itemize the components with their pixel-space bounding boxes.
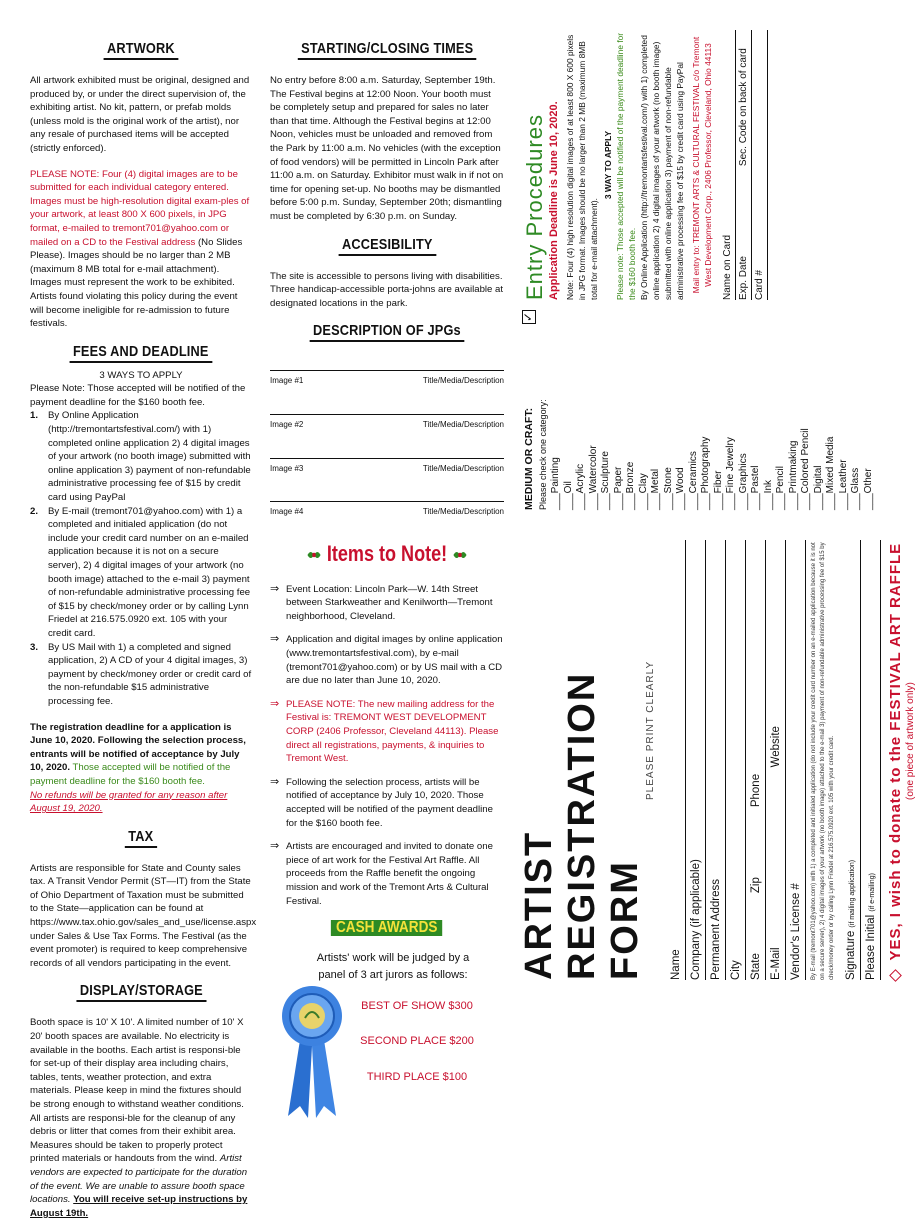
display-setup-note: You will receive set-up instructions by August 19th. (30, 1194, 248, 1219)
registration-form-panel (510, 20, 916, 1020)
note-item (270, 776, 504, 830)
media-label: Paper (612, 466, 624, 494)
medium-heading: MEDIUM OR CRAFT: (523, 407, 535, 510)
award-second: SECOND PLACE $200 (360, 1035, 474, 1048)
media-option[interactable] (700, 310, 713, 510)
media-option[interactable] (588, 310, 601, 510)
note-text: Following the selection process, artists will be notified of acceptance by July 10, 2020. Those accepted will be notified of the payment deadline for the $160 booth fee. (286, 776, 493, 829)
holly-icon (452, 545, 468, 565)
card-exp-field[interactable] (736, 30, 752, 300)
artwork-heading: ARTWORK (104, 40, 179, 60)
media-label: Mixed Media (825, 436, 836, 494)
note-text: PLEASE NOTE: The new mailing address for the Festival is: TREMONT WEST DEVELOPMENT CORP (2406 Professor, Cleveland 44113). Please direct all registrations, payments, & inquiries to Tremont West. (286, 698, 499, 765)
card-number-field[interactable] (752, 30, 768, 300)
media-option[interactable] (738, 310, 751, 510)
field-label: Name on Card (722, 234, 733, 300)
media-label: Photography (700, 436, 711, 494)
artwork-paragraph: All artwork exhibited must be original, designed and produced by, or under the direct supervision of, the exhibiting artist. No kit, pattern, or prefab molds (unless mold is the original work of the artist), nor any resale of purchased items will be accepted (strictly enforced). (30, 75, 250, 154)
award-first: BEST OF SHOW $300 (361, 999, 473, 1012)
media-option[interactable] (775, 310, 788, 510)
method-text: By Online Application (http://tremontartsfestival.com/) with 1) completed online application 2) 4 digital images of your artwork (no booth image) submitted with online application 3) payment of non-refundable administrative processing fee of $15 by credit card using PayPal (48, 410, 251, 504)
media-option[interactable] (788, 310, 801, 510)
jpg-label: Image #3 (270, 463, 304, 473)
media-label: Fine Jewelry (725, 437, 736, 494)
method-number: 2. (30, 505, 39, 517)
media-blank[interactable]: ___ (750, 493, 761, 510)
field-label: Website (770, 726, 782, 768)
field-label: Company (if applicable) (690, 859, 702, 980)
entry-deadline: Application Deadline is June 10, 2020. (548, 101, 560, 300)
media-blank[interactable]: ___ (600, 493, 611, 510)
apply-method (30, 409, 252, 504)
media-option[interactable] (838, 310, 851, 510)
arrow-icon: ⇒ (270, 633, 280, 646)
starting-paragraph: No entry before 8:00 a.m. Saturday, September 19th. The Festival begins at 12:00 Noon. Your booth must be completely setup and prepared for sales no later than that time. Although the Festival begins at 12:00 Noon, vehicles must be unloaded and removed from the Park by 11:00 a.m. No vehicles (with the exception of food vendors) will be permitted in Lincoln Park after 11:00 a.m. on Saturday. Exhibitor must walk in if not on time for opening set-up. No booths may be dismantled before 5:00 p.m. Sunday, September 20th; dismantling must be completed by 6:30 p.m. on Sunday. (270, 75, 504, 222)
field-note: (if e-mailing) (869, 873, 876, 912)
display-text: Booth space is 10' X 10'. A limited number of 10' X 20' booth spaces are available. No electricity is available in the booths. Each artist is responsi-ble for set-up of their display area including chairs, tables, tents, weather protection, and extra materials. Please keep in mind the fixtures should be strong enough to withstand weather conditions. All artists are responsi-ble for the cleanup of any debris or litter that comes from their exhibit area. Measures should be taken to properly protect printed materials or handouts from the wind. (30, 1017, 244, 1165)
media-blank[interactable]: ___ (662, 493, 674, 510)
medium-sub: Please check one category: (538, 399, 548, 510)
fees-heading: FEES AND DEADLINE (70, 343, 212, 363)
media-blank[interactable]: ___ (775, 493, 786, 510)
access-heading: ACCESIBILITY (338, 236, 435, 256)
field-label: E-Mail (770, 947, 782, 980)
media-label: Leather (837, 459, 849, 494)
note-item (270, 698, 504, 766)
check-icon: ✓ (521, 311, 535, 323)
display-italic: Artist vendors are expected to participate for the duration of the event. We are unable to assure booth space locations. (30, 1153, 248, 1206)
card-fields (720, 30, 768, 300)
note-text: Artists are encouraged and invited to donate one piece of art work for the Festival Art Raffle. All proceeds from the Raffle benefit the ongoing mission and work of the Tremont Arts & Cultural Festival. (286, 841, 493, 907)
media-list (550, 310, 875, 510)
media-blank[interactable]: ___ (575, 493, 586, 510)
media-blank[interactable]: ___ (837, 493, 849, 510)
arrow-icon: ⇒ (270, 775, 280, 788)
field-label: Phone (750, 773, 762, 808)
arrow-icon: ⇒ (270, 582, 280, 595)
media-label: Oil (562, 481, 574, 494)
form-title: ARTIST REGISTRATION FORM (518, 671, 646, 980)
medium-section (522, 310, 875, 510)
media-blank[interactable]: ___ (737, 493, 749, 510)
cash-awards-heading: CASH AWARDS (331, 920, 443, 936)
jpg-row (270, 370, 504, 388)
media-blank[interactable]: ___ (637, 493, 649, 510)
jpg-row (270, 458, 504, 476)
media-option[interactable] (750, 310, 763, 510)
jpg-label: Image #4 (270, 507, 304, 517)
media-label: Stone (662, 467, 674, 494)
note-item (270, 633, 504, 687)
note-item (270, 583, 504, 624)
raffle-option[interactable] (887, 540, 905, 980)
tax-paragraph: Artists are responsible for State and County sales tax. A Transit Vendor Permit (ST—IT) from the State of Ohio Department of Taxation must be submitted to the State—application can be found at https://www.tax.ohio.gov/sales_and_use/license.aspx under Sales & Use Tax Forms. The Festival (as the event promoter) is required to keep comprehensive records of all vendors participating in the event. (30, 862, 257, 969)
deadline-main: The registration deadline for a application is June 10, 2020. Following the selection process, entrants will be notified of acceptance by July 10, 2020. (30, 721, 246, 774)
field-label: Zip (750, 877, 762, 894)
cash-intro: Artists' work will be judged by a panel of 3 art jurors as follows: (316, 951, 470, 981)
arrow-icon: ⇒ (270, 840, 280, 853)
field-label: Vendor's License # (790, 883, 802, 980)
raffle-checkbox[interactable] (889, 969, 902, 982)
media-label: Painting (550, 457, 561, 494)
entry-mail-to: Mail entry to: TREMONT ARTS & CULTURAL FESTIVAL c/o Tremont West Development Corp., 2406 Professor, Cleveland, Ohio 44113 (691, 36, 713, 294)
media-option[interactable] (625, 310, 638, 510)
media-option[interactable] (675, 310, 688, 510)
media-blank[interactable]: ___ (562, 493, 574, 510)
media-blank[interactable]: ___ (862, 493, 874, 510)
jpg-desc: Title/Media/Description (422, 419, 504, 429)
arrow-icon: ⇒ (270, 697, 280, 710)
media-option[interactable] (813, 310, 826, 510)
media-blank[interactable]: ___ (800, 493, 811, 510)
artwork-note (30, 168, 252, 331)
field-label: Signature (845, 930, 857, 980)
refund-policy: No refunds will be granted for any reason after August 19, 2020. (30, 789, 228, 815)
media-blank[interactable]: ___ (762, 493, 774, 510)
note-text: Event Location: Lincoln Park—W. 14th Street between Starkweather and Kenilworth—Tremont neighborhood, Cleveland. (286, 583, 493, 622)
media-blank[interactable]: ___ (550, 493, 561, 510)
media-option[interactable] (650, 310, 663, 510)
media-label: Ceramics (687, 451, 699, 494)
media-label: Sculpture (600, 451, 611, 494)
media-option[interactable] (825, 310, 838, 510)
name-field[interactable] (666, 540, 686, 980)
media-label: Colored Pencil (800, 428, 811, 494)
left-column (30, 40, 257, 1220)
jpg-desc: Title/Media/Description (422, 507, 504, 517)
field-label: Sec. Code on back of card (738, 48, 749, 167)
email-website-field[interactable] (766, 540, 786, 980)
method-text: By US Mail with 1) a completed and signed application, 2) A CD of your 4 digital images, 3) payment by check/money order or credit card of the non-refundable $15 administrative processing fee. (48, 641, 252, 707)
card-name-field[interactable] (720, 30, 736, 300)
media-label: Metal (650, 468, 661, 494)
media-blank[interactable]: ___ (625, 493, 636, 510)
media-blank[interactable]: ___ (812, 493, 824, 510)
media-label: Digital (812, 465, 824, 494)
items-note-heading (291, 540, 483, 566)
initial-field[interactable] (861, 540, 881, 980)
media-label: Wood (675, 467, 686, 494)
media-label: Fiber (712, 470, 724, 494)
media-blank[interactable]: ___ (612, 493, 624, 510)
starting-heading: STARTING/CLOSING TIMES (298, 40, 477, 60)
field-note: (if mailing application) (849, 859, 856, 928)
jpg-label: Image #1 (270, 376, 304, 386)
media-label: Pastel (750, 465, 761, 494)
award-third: THIRD PLACE $100 (366, 1070, 468, 1083)
media-blank[interactable]: ___ (587, 493, 599, 510)
media-option[interactable] (713, 310, 726, 510)
items-note-text: Items to Note! (326, 540, 448, 566)
entry-ways: 3 WAY TO APPLY (603, 130, 613, 200)
media-label: Acrylic (575, 463, 586, 494)
fees-intro: Please Note: Those accepted will be notified of the payment deadline for the $160 booth fee. (30, 383, 246, 408)
media-option[interactable] (863, 310, 876, 510)
field-label: State (750, 953, 762, 980)
media-option[interactable] (563, 310, 576, 510)
media-label: Watercolor (587, 445, 599, 494)
media-option[interactable] (575, 310, 588, 510)
media-blank[interactable]: ___ (725, 493, 736, 510)
display-heading: DISPLAY/STORAGE (76, 982, 206, 1002)
entry-title: Entry Procedures (522, 114, 547, 300)
tax-heading: TAX (125, 828, 157, 848)
method-text: By E-mail (tremont701@yahoo.com) with 1) a completed and initialed application (do not include your credit card number on an e-mailed application because it is not on a secure server), 2) 4 digital images of your artwork (no booth image) attached to the e-mail 3) payment of non-refundable administrative processing fee of $15 by check/money order or by calling Lynn Friedel at 216.575.0920 ext. 105 with your credit card. (48, 505, 251, 639)
ways-to-apply: 3 WAYS TO APPLY (99, 369, 183, 381)
media-option[interactable] (638, 310, 651, 510)
entry-payment-note: Please note: Those accepted will be notified of the payment deadline for the $160 booth fee. (615, 32, 637, 300)
jpg-row (270, 501, 504, 519)
media-option[interactable] (663, 310, 676, 510)
field-label: Exp. Date (738, 256, 749, 300)
media-option[interactable] (688, 310, 701, 510)
entry-procedures (522, 30, 768, 300)
signature-field[interactable] (841, 540, 861, 980)
field-label: Please Initial (865, 914, 877, 980)
media-label: Pencil (775, 466, 786, 494)
company-field[interactable] (686, 540, 706, 980)
field-label: City (730, 960, 742, 980)
raffle-sub: (one piece of artwork only) (905, 682, 916, 800)
media-option[interactable] (550, 310, 563, 510)
media-label: Other (862, 468, 874, 494)
jpg-desc: Title/Media/Description (422, 463, 504, 473)
address-field[interactable] (706, 540, 726, 980)
media-option[interactable] (613, 310, 626, 510)
form-subtitle: PLEASE PRINT CLEARLY (645, 660, 656, 800)
media-label: Bronze (625, 461, 636, 494)
media-option[interactable] (763, 310, 776, 510)
holly-icon (305, 545, 321, 565)
deadline-paragraph (30, 721, 252, 789)
media-label: Ink (762, 479, 774, 494)
vendor-license-field[interactable] (786, 540, 806, 980)
apply-method (30, 641, 252, 709)
state-zip-phone-field[interactable] (746, 540, 766, 980)
jpgs-heading: DESCRIPTION OF JPGs (310, 322, 465, 342)
media-blank[interactable]: ___ (850, 493, 861, 510)
deadline-notify: Those accepted will be notified of the payment deadline for the $160 booth fee. (30, 762, 231, 787)
artwork-note-red: PLEASE NOTE: Four (4) digital images are to be submitted for each individual category entered. Images must be high-resolution digital exam-ples of your artwork, at least 800 X 600 pixels, in JPG format, e-mailed to tremont701@yahoo.com or mailed on a CD to the Festival address (30, 168, 250, 248)
apply-methods-list (30, 409, 252, 708)
access-paragraph: The site is accessible to persons living with disabilities. Three handicap-accessible porta-johns are available at designated locations in the park. (270, 270, 504, 309)
entry-method-1: By Online Application (http://tremontartsfestival.com/) with 1) completed online application 2) 4 digital images of your artwork (no booth image) submitted with online application 3) payment of non-refundable administrative processing fee of $15 by credit card using PayPal (639, 35, 685, 300)
raffle-label: YES, I wish to donate to the FESTIVAL ART RAFFLE (887, 542, 904, 961)
ribbon-icon (272, 980, 352, 1120)
entry-text: Note: Four (4) high resolution digital images of at least 800 X 600 pixels in JPG format. Images should be no larger than 2 MB (maximum 8MB total for e-mail attachment). (565, 34, 599, 300)
media-label: Clay (637, 473, 649, 494)
media-label: Printmaking (787, 440, 799, 494)
jpg-desc: Title/Media/Description (422, 376, 504, 386)
field-label: Card # (754, 269, 765, 300)
media-option[interactable] (725, 310, 738, 510)
method-number: 1. (30, 410, 39, 422)
city-field[interactable] (726, 540, 746, 980)
form-fine-print: By E-mail (tremont701@yahoo.com) with 1) a completed and initialed application (do not include your credit card number on an e-mailed application because it is not on a secure server), 2) 4 digital images of your artwork (no booth image) attached to the e-mail 3) payment of non-refundable administrative processing fee of $15 by check/money order or by calling Lynn Friedel at 216.575.0920 ext. 105 with your credit card. (811, 542, 835, 980)
media-label: Glass (850, 467, 861, 494)
note-text: Application and digital images by online application (www.tremontartsfestival.com), by e-mail (tremont701@yahoo.com) or by US mail with a CD are due no later than June 10, 2020. (286, 634, 503, 687)
media-label: Graphics (737, 453, 749, 494)
field-label: Permanent Address (710, 878, 722, 980)
method-number: 3. (30, 641, 39, 653)
media-blank[interactable]: ___ (712, 493, 724, 510)
media-blank[interactable]: ___ (650, 493, 661, 510)
media-blank[interactable]: ___ (675, 493, 686, 510)
jpg-label: Image #2 (270, 419, 304, 429)
note-item (270, 840, 504, 908)
media-option[interactable] (850, 310, 863, 510)
media-blank[interactable]: ___ (787, 493, 799, 510)
media-blank[interactable]: ___ (825, 493, 836, 510)
media-option[interactable] (800, 310, 813, 510)
middle-column (270, 40, 504, 1107)
media-blank[interactable]: ___ (687, 493, 699, 510)
media-blank[interactable]: ___ (700, 493, 711, 510)
apply-method (30, 505, 252, 641)
artwork-note-rest: (No Slides Please). Images should be no larger than 2 MB (maximum 8 MB total for e-mail attachment). Images must represent the work to be exhibited. Artists found violating this policy during the event will become ineligible for re-admission to future festivals. (30, 236, 243, 330)
display-paragraph (30, 1016, 252, 1220)
media-option[interactable] (600, 310, 613, 510)
field-label: Name (670, 949, 682, 980)
jpg-row (270, 414, 504, 432)
